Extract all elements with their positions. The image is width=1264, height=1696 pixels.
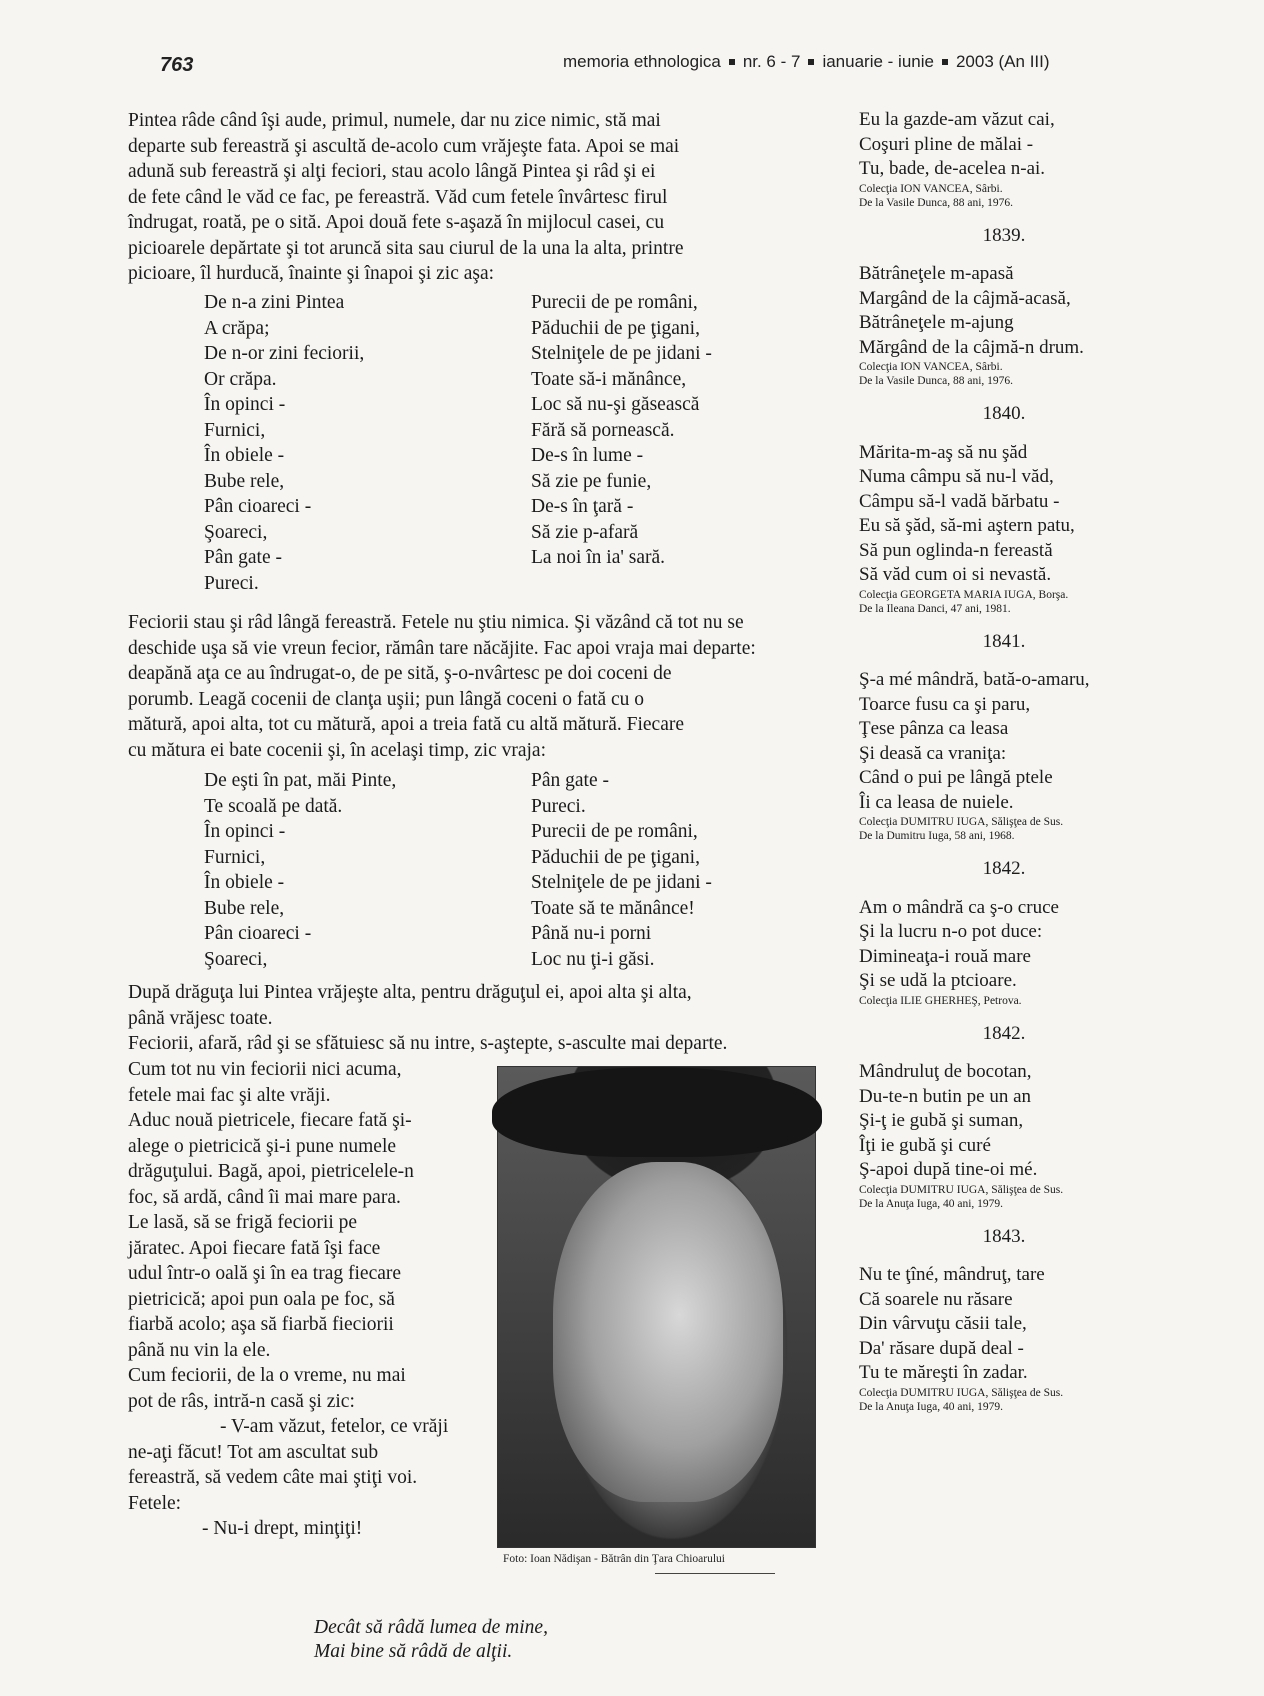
- verse-line: În obiele -: [204, 872, 285, 893]
- text-line: Cum feciorii, de la o vreme, nu mai: [128, 1365, 406, 1386]
- bullet-square-icon: [942, 59, 948, 65]
- poem-line: Când o pui pe lângă ptele: [859, 767, 1053, 788]
- portrait-photo: [497, 1066, 816, 1548]
- poem-line: Am o mândră ca ş-o cruce: [859, 896, 1059, 918]
- poem-line: Eu să şăd, să-mi aştern patu,: [859, 515, 1075, 536]
- verse-line: Purecii de pe români,: [531, 292, 698, 313]
- text-line: După drăguţa lui Pintea vrăjeşte alta, pentru drăguţul ei, apoi alta şi alta,: [128, 982, 692, 1003]
- poem-line: Mărita-m-aş să nu şăd: [859, 441, 1028, 463]
- verse-line: La noi în ia' sară.: [531, 547, 666, 568]
- paragraph-5: [128, 1057, 488, 1542]
- verse-line: Până nu-i porni: [531, 923, 652, 944]
- issue-number: nr. 6 - 7: [742, 52, 801, 71]
- poem-line: Da' răsare după deal -: [859, 1337, 1024, 1359]
- poem-line: Nu te ţîné, mândruţ, tare: [859, 1264, 1045, 1285]
- verse-line: Bube rele,: [204, 470, 285, 492]
- poem-line: Şi la lucru n-o pot duce:: [859, 921, 1043, 942]
- verse-line: Pân cioareci -: [204, 496, 312, 517]
- poem-source: Colecţia DUMITRU IUGA, Sălişţea de Sus.: [859, 816, 1064, 828]
- paragraph-1: [128, 108, 834, 287]
- poem-number: 1841.: [982, 630, 1026, 652]
- poem-line: Du-te-n butin pe un an: [859, 1085, 1032, 1107]
- verse-line: În opinci -: [204, 821, 286, 842]
- verse-line: A crăpa;: [204, 317, 270, 339]
- issue-year: 2003 (An III): [955, 52, 1050, 71]
- poem-line: Dimineaţa-i rouă mare: [859, 945, 1031, 967]
- verse-line: Pân cioareci -: [204, 923, 312, 944]
- text-line: - V-am văzut, fetelor, ce vrăji: [220, 1416, 449, 1437]
- verse-1-right: [531, 290, 712, 571]
- poem-number: 1843.: [982, 1225, 1026, 1247]
- page-number: 763: [160, 54, 194, 76]
- poem-line: Să văd cum oi si nevastă.: [859, 564, 1052, 585]
- verse-line: Furnici,: [204, 846, 266, 868]
- poem-line: Mândruluţ de bocotan,: [859, 1061, 1032, 1082]
- text-line: Cum tot nu vin feciorii nici acuma,: [128, 1059, 402, 1080]
- poem-line: Bătrâneţele m-ajung: [859, 312, 1014, 333]
- verse-line: Pureci.: [204, 572, 259, 594]
- bullet-square-icon: [729, 59, 735, 65]
- verse-line: Stelniţele de pe jidani -: [531, 343, 712, 364]
- poem-source: Colecţia ION VANCEA, Sârbi.: [859, 361, 1003, 373]
- poem-source: De la Anuţa Iuga, 40 ani, 1979.: [859, 1197, 1004, 1210]
- verse-line: Şoareci,: [204, 521, 268, 543]
- text-line: îndrugat, roată, pe o sită. Apoi două fete s-aşază în mijlocul casei, cu: [128, 212, 665, 233]
- face-shape: [553, 1162, 783, 1502]
- text-line: deapănă aţa ce au îndrugat-o, de pe sită, ş-o-nvârtesc pe doi coceni de: [128, 663, 672, 684]
- text-line: Feciorii, afară, râd şi se sfătuiesc să nu intre, s-aştepte, s-asculte mai departe.: [128, 1033, 728, 1054]
- poem-line: Tu te măreşti în zadar.: [859, 1362, 1028, 1383]
- verse-line: Stelniţele de pe jidani -: [531, 872, 712, 893]
- poem-source: De la Anuţa Iuga, 40 ani, 1979.: [859, 1400, 1004, 1413]
- poem-line: Ţese pânza ca leasa: [859, 718, 1009, 739]
- right-column-poems: [859, 108, 1149, 1414]
- text-line: drăguţului. Bagă, apoi, pietricelele-n: [128, 1161, 414, 1182]
- verse-line: De n-or zini feciorii,: [204, 343, 365, 364]
- poem-line: Şi se udă la ptcioare.: [859, 970, 1017, 991]
- text-line: Feciorii stau şi râd lângă fereastră. Fetele nu ştiu nimica. Şi văzând că tot nu se: [128, 612, 744, 633]
- verse-line: Pân gate -: [531, 770, 609, 791]
- text-line: pot de râs, intră-n casă şi zic:: [128, 1390, 355, 1412]
- poem-source: Colecţia DUMITRU IUGA, Sălişţea de Sus.: [859, 1183, 1064, 1196]
- text-line: fiarbă acolo; aşa să fiarbă fieciorii: [128, 1314, 394, 1335]
- text-line: pietricică; apoi pun oala pe foc, să: [128, 1288, 395, 1310]
- poem-line: Şi deasă ca vraniţa:: [859, 742, 1007, 764]
- verse-line: De-s în ţară -: [531, 496, 634, 517]
- verse-line: Purecii de pe români,: [531, 821, 698, 842]
- verse-2-right: [531, 768, 712, 972]
- poem-source: Colecţia ILIE GHERHEŞ, Petrova.: [859, 994, 1022, 1007]
- verse-line: Să zie pe funie,: [531, 470, 652, 492]
- poem-line: Din vârvuţu căsii tale,: [859, 1313, 1027, 1334]
- poem-number: 1842.: [982, 858, 1026, 879]
- hat-shape: [492, 1067, 822, 1157]
- verse-line: Toate să-i mănânce,: [531, 368, 687, 390]
- text-line: deschide uşa să vie vreun fecior, rămân tare năcăjite. Fac apoi vraja mai departe:: [128, 637, 756, 659]
- verse-line: Păduchii de pe ţigani,: [531, 846, 700, 868]
- verse-line: Furnici,: [204, 419, 266, 441]
- poem-line: Mărgând de la câjmă-n drum.: [859, 336, 1084, 358]
- poem-source: Colecţia GEORGETA MARIA IUGA, Borşa.: [859, 588, 1069, 601]
- text-line: udul într-o oală şi în ea trag fiecare: [128, 1263, 402, 1284]
- divider: [655, 1573, 775, 1574]
- quote-line: Mai bine să râdă de alţii.: [314, 1641, 513, 1662]
- poem-source: De la Vasile Dunca, 88 ani, 1976.: [859, 375, 1014, 387]
- running-header: [563, 52, 1050, 72]
- verse-line: De n-a zini Pintea: [204, 292, 345, 313]
- text-line: Pintea râde când îşi aude, primul, numele, dar nu zice nimic, stă mai: [128, 110, 661, 131]
- text-line: porumb. Leagă cocenii de clanţa uşii; pun lângă coceni o fată cu o: [128, 688, 644, 710]
- poem-line: Numa câmpu să nu-l văd,: [859, 466, 1054, 487]
- verse-line: De eşti în pat, măi Pinte,: [204, 770, 397, 791]
- poem-line: Coşuri pline de mălai -: [859, 133, 1034, 155]
- poem-number: 1840.: [982, 403, 1026, 424]
- quote-line: Decât să râdă lumea de mine,: [314, 1617, 548, 1638]
- poem-source: De la Ileana Danci, 47 ani, 1981.: [859, 602, 1011, 615]
- text-line: de fete când le văd ce fac, pe fereastră. Văd cum fetele învârtesc firul: [128, 186, 668, 208]
- verse-1-left: [204, 290, 364, 596]
- poem-line: Bătrâneţele m-apasă: [859, 263, 1014, 284]
- verse-line: Bube rele,: [204, 897, 285, 919]
- poem-source: Colecţia ION VANCEA, Sârbi.: [859, 182, 1003, 195]
- text-line: - Nu-i drept, minţiţi!: [202, 1518, 363, 1539]
- bottom-quote: [314, 1616, 548, 1664]
- verse-line: Fără să pornească.: [531, 419, 675, 441]
- verse-line: În opinci -: [204, 394, 286, 415]
- text-line: picioare, îl hurducă, înainte şi înapoi şi zic aşa:: [128, 263, 495, 284]
- text-line: foc, să ardă, când îi mai mare para.: [128, 1186, 401, 1208]
- bullet-square-icon: [808, 59, 814, 65]
- text-line: fereastră, să vedem câte mai ştiţi voi.: [128, 1467, 418, 1488]
- text-line: mătură, apoi alta, tot cu mătură, apoi a treia fată cu altă mătură. Fiecare: [128, 714, 685, 735]
- issue-months: ianuarie - iunie: [822, 52, 934, 71]
- verse-line: De-s în lume -: [531, 445, 644, 466]
- text-line: jăratec. Apoi fiecare fată îşi face: [128, 1237, 381, 1259]
- verse-line: În obiele -: [204, 445, 285, 466]
- verse-line: Pân gate -: [204, 547, 282, 568]
- poem-number: 1842.: [982, 1022, 1026, 1044]
- poem-line: Câmpu să-l vadă bărbatu -: [859, 490, 1060, 512]
- journal-title: memoria ethnologica: [563, 52, 721, 71]
- paragraph-2: [128, 610, 834, 763]
- text-line: până nu vin la ele.: [128, 1339, 271, 1361]
- text-line: picioarele depărtate şi tot aruncă sita sau ciurul de la una la alta, printre: [128, 237, 684, 259]
- poem-line: Toarce fusu ca şi paru,: [859, 693, 1031, 715]
- poem-number: 1839.: [982, 224, 1026, 246]
- verse-line: Or crăpa.: [204, 368, 277, 390]
- verse-line: Să zie p-afară: [531, 521, 639, 543]
- text-line: ne-aţi făcut! Tot am ascultat sub: [128, 1441, 379, 1463]
- poem-line: Margând de la câjmă-acasă,: [859, 287, 1071, 309]
- poem-line: Ş-a mé mândră, bată-o-amaru,: [859, 669, 1090, 690]
- poem-line: Şi-ţ ie gubă şi suman,: [859, 1110, 1024, 1131]
- poem-line: Că soarele nu răsare: [859, 1288, 1013, 1310]
- poem-line: Tu, bade, de-acelea n-ai.: [859, 158, 1046, 179]
- text-line: departe sub fereastră şi ascultă de-acolo cum vrăjeşte fata. Apoi se mai: [128, 135, 680, 157]
- poem-source: De la Vasile Dunca, 88 ani, 1976.: [859, 196, 1014, 209]
- verse-line: Şoareci,: [204, 948, 268, 970]
- verse-line: Loc nu ţi-i găsi.: [531, 948, 655, 970]
- text-line: adună sub fereastră şi alţi feciori, stau acolo lângă Pintea şi râd şi ei: [128, 161, 656, 182]
- text-line: Fetele:: [128, 1492, 182, 1514]
- text-line: până vrăjesc toate.: [128, 1007, 273, 1029]
- text-line: cu mătura ei bate cocenii şi, în acelaşi timp, zic vraja:: [128, 739, 546, 761]
- poem-source: Colecţia DUMITRU IUGA, Sălişţea de Sus.: [859, 1386, 1064, 1399]
- verse-2-left: [204, 768, 396, 972]
- text-line: alege o pietricică şi-i pune numele: [128, 1135, 397, 1157]
- poem-line: Să pun oglinda-n fereastă: [859, 539, 1053, 561]
- text-line: Le lasă, să se frigă feciorii pe: [128, 1212, 358, 1233]
- verse-line: Păduchii de pe ţigani,: [531, 317, 700, 339]
- poem-line: Îi ca leasa de nuiele.: [859, 791, 1014, 813]
- poem-line: Îţi ie gubă şi curé: [859, 1134, 991, 1156]
- verse-line: Te scoală pe dată.: [204, 795, 343, 817]
- paragraph-3: [128, 980, 834, 1057]
- photo-caption: Foto: Ioan Nădişan - Bătrân din Ţara Chioarului: [503, 1553, 725, 1565]
- poem-line: Eu la gazde-am văzut cai,: [859, 109, 1055, 130]
- verse-line: Pureci.: [531, 795, 586, 817]
- text-line: Aduc nouă pietricele, fiecare fată şi-: [128, 1110, 412, 1131]
- poem-line: Ş-apoi după tine-oi mé.: [859, 1159, 1038, 1180]
- verse-line: Loc să nu-şi găsească: [531, 394, 700, 415]
- poem-source: De la Dumitru Iuga, 58 ani, 1968.: [859, 830, 1015, 842]
- verse-line: Toate să te mănânce!: [531, 897, 695, 919]
- text-line: fetele mai fac şi alte vrăji.: [128, 1084, 331, 1106]
